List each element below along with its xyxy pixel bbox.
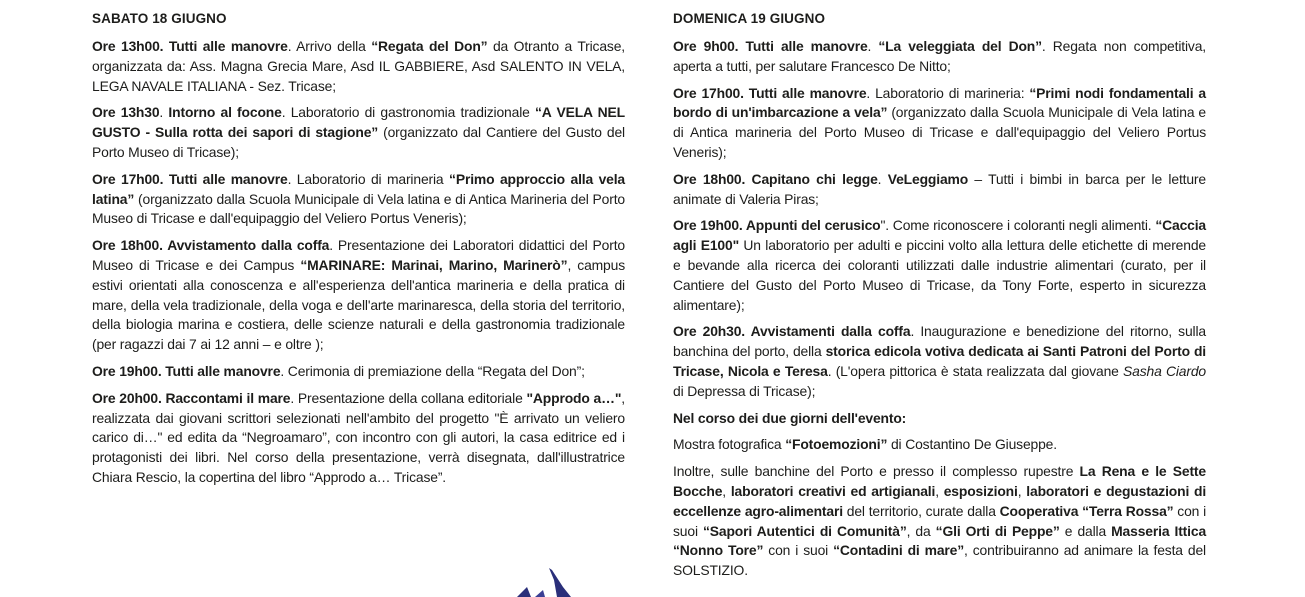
saturday-event-19h00: Ore 19h00. Tutti alle manovre. Cerimonia di premiazione della “Regata del Don”; xyxy=(92,362,585,379)
sunday-event-19h00: Ore 19h00. Appunti del cerusico". Come riconoscere i coloranti negli alimenti. “Caccia agli E100" Un laboratorio per adulti e piccini volto alla lettura delle etichette di merende e bevande alla ricerca dei coloranti utilizzati dalle industrie alimentari (curato, per il Cantiere del Gusto del Porto Museo di Tricase, da Tony Forte, esperto in sicurezza alimentare); xyxy=(673,217,1206,313)
sail-shape-inner xyxy=(535,590,545,597)
sunday-column xyxy=(673,10,1206,588)
sunday-heading: DOMENICA 19 GIUGNO xyxy=(673,11,826,26)
saturday-event-13h00: Ore 13h00. Tutti alle manovre. Arrivo della “Regata del Don” da Otranto a Tricase, organizzata da: Ass. Magna Grecia Mare, Asd IL GABBIERE, Asd SALENTO IN VELA, LEGA NAVALE ITALIANA - Sez. Tricase; xyxy=(92,38,626,94)
sail-shape-right xyxy=(549,568,571,597)
sail-shape-left xyxy=(517,587,531,597)
saturday-event-17h00: Ore 17h00. Tutti alle manovre. Laboratorio di marineria “Primo approccio alla vela latina” (organizzato dalla Scuola Municipale di Vela latina e di Antica Marineria del Porto Museo di Tricase e dall'equipaggio del Veliero Portus Veneris); xyxy=(92,170,626,227)
saturday-column xyxy=(92,10,625,495)
additional-activities: Inoltre, sulle banchine del Porto e presso il complesso rupestre La Rena e le Sette Bocche, laboratori creativi ed artigianali, esposizioni, laboratori e degustazioni di eccellenze agro-alimentari del territorio, curate dalla Cooperativa “Terra Rossa” con i suoi “Sapori Autentici di Comunità”, da “Gli Orti di Peppe” e dalla Masseria Ittica “Nonno Tore” con i suoi “Contadini di mare”, contribuiranno ad animare la festa del SOLSTIZIO. xyxy=(673,463,1207,579)
sunday-event-18h00: Ore 18h00. Capitano chi legge. VeLeggiamo – Tutti i bimbi in barca per le letture animate di Valeria Piras; xyxy=(673,170,1206,207)
sunday-event-9h00: Ore 9h00. Tutti alle manovre. “La veleggiata del Don”. Regata non competitiva, aperta a tutti, per salutare Francesco De Nitto; xyxy=(673,38,1206,74)
saturday-event-20h00: Ore 20h00. Raccontami il mare. Presentazione della collana editoriale "Approdo a…", realizzata dai giovani scrittori selezionati nell'ambito del progetto "È arrivato un veliero carico di…" ed edita da “Negroamaro”, con incontro con gli autori, la casa editrice ed i protagonisti dei libri. Nel corso della presentazione, verrà disegnata, dall'illustratrice Chiara Rescio, la copertina del libro “Approdo a… Tricase”. xyxy=(92,389,626,485)
sunday-event-20h30: Ore 20h30. Avvistamenti dalla coffa. Inaugurazione e benedizione del ritorno, sulla banchina del porto, della storica edicola votiva dedicata ai Santi Patroni del Porto di Tricase, Nicola e Teresa. (L'opera pittorica è stata realizzata dal giovane Sasha Ciardo di Depressa di Tricase); xyxy=(673,323,1207,399)
photo-exhibition: Mostra fotografica “Fotoemozioni” di Costantino De Giuseppe. xyxy=(673,436,1057,453)
saturday-heading: SABATO 18 GIUGNO xyxy=(92,11,227,26)
both-days-heading: Nel corso dei due giorni dell'evento: xyxy=(673,409,907,426)
saturday-event-13h30: Ore 13h30. Intorno al focone. Laboratorio di gastronomia tradizionale “A VELA NEL GUSTO - Sulla rotta dei sapori di stagione” (organizzato dal Cantiere del Gusto del Porto Museo di Tricase); xyxy=(92,104,626,160)
sunday-event-17h00: Ore 17h00. Tutti alle manovre. Laboratorio di marineria: “Primi nodi fondamentali a bordo di un'imbarcazione a vela” (organizzato dalla Scuola Municipale di Vela latina e di Antica marineria del Porto Museo di Tricase e dall'equipaggio del Veliero Portus Veneris); xyxy=(673,84,1207,160)
saturday-event-18h00: Ore 18h00. Avvistamento dalla coffa. Presentazione dei Laboratori didattici del Porto Museo di Tricase e dei Campus “MARINARE: Marinai, Marino, Marinerò”, campus estivi orientati alla conoscenza e all'esperienza dell'antica marineria e della pratica di mare, della vela tradizionale, della voga e dell'arte marinaresca, della storia del territorio, della biologia marina e costiera, delle scienze naturali e della gastronomia tradizionale (per ragazzi dai 7 ai 12 anni – e oltre ); xyxy=(92,237,626,353)
sail-logo-icon xyxy=(505,566,585,597)
